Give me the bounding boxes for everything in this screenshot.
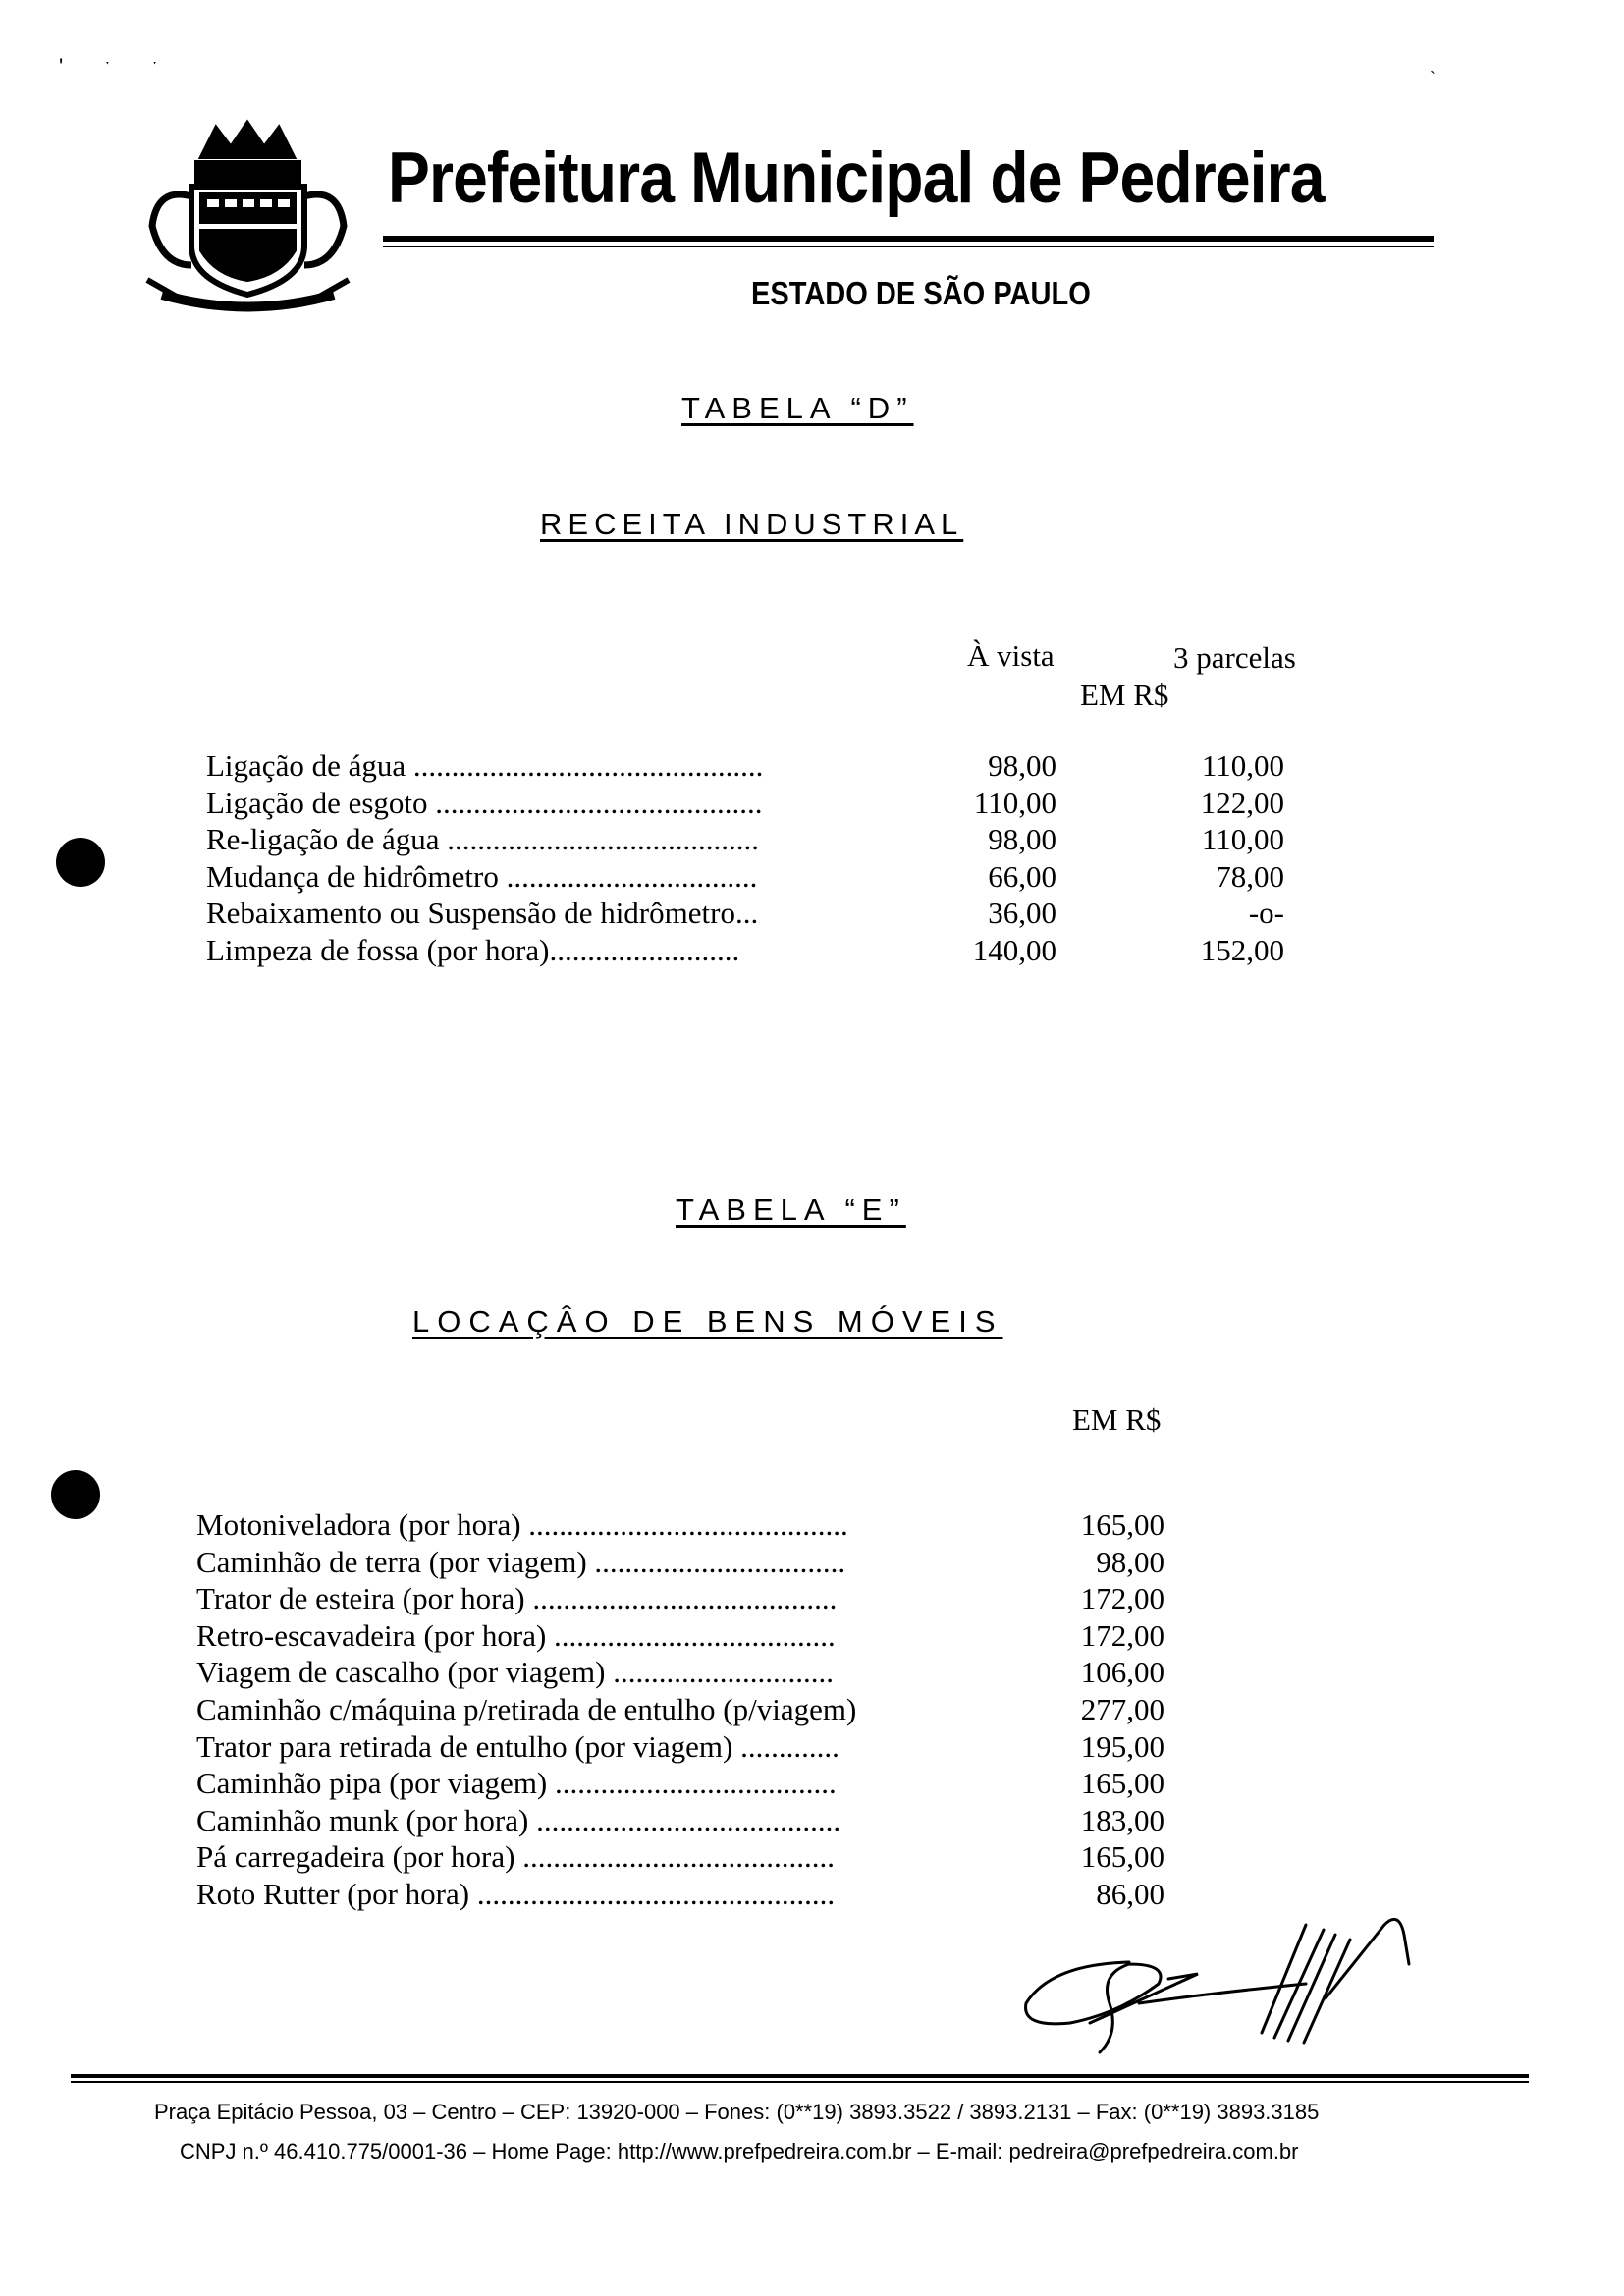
tabela-d-vista-value: 98,00 xyxy=(988,822,1056,856)
tabela-e-row-label: Viagem de cascalho (por viagem) ............................. xyxy=(196,1655,834,1689)
tabela-d-vista-value: 98,00 xyxy=(988,748,1056,783)
header-rule xyxy=(383,236,1434,242)
tabela-e-value: 165,00 xyxy=(1080,1839,1164,1874)
coat-of-arms-logo xyxy=(142,118,353,314)
footer-address: Praça Epitácio Pessoa, 03 – Centro – CEP: 13920-000 – Fones: (0**19) 3893.3522 / 3893.2131 – Fax: (0**19) 3893.3185 xyxy=(154,2100,1320,2124)
tabela-e-row-label: Trator de esteira (por hora) ........................................ xyxy=(196,1581,838,1615)
tabela-e-value: 165,00 xyxy=(1080,1507,1164,1542)
tabela-d-row-label: Ligação de água .............................................. xyxy=(206,748,764,783)
tabela-e-row-label: Caminhão pipa (por viagem) ..................................... xyxy=(196,1766,837,1800)
tabela-e-value: 165,00 xyxy=(1080,1766,1164,1800)
tabela-e-heading: TABELA “E” xyxy=(676,1192,906,1227)
tabela-e-value: 98,00 xyxy=(1096,1545,1164,1579)
tabela-d-subheading: RECEITA INDUSTRIAL xyxy=(540,507,964,541)
tabela-e-row-label: Pá carregadeira (por hora) ......................................... xyxy=(196,1839,835,1874)
page-title: Prefeitura Municipal de Pedreira xyxy=(388,138,1325,218)
header-rule-thin xyxy=(383,246,1434,247)
tabela-d-parcelas-value: 122,00 xyxy=(1200,786,1284,820)
tabela-d-row-label: Re-ligação de água ......................................... xyxy=(206,822,760,856)
col-header-parcelas: 3 parcelas xyxy=(1173,640,1296,675)
scan-specks: ' ˑ ˑ xyxy=(59,54,176,79)
tabela-e-value: 183,00 xyxy=(1080,1803,1164,1837)
tabela-e-value: 172,00 xyxy=(1080,1581,1164,1615)
punch-hole xyxy=(51,1470,100,1519)
tabela-d-heading: TABELA “D” xyxy=(681,391,914,425)
punch-hole xyxy=(56,838,105,887)
tabela-e-value: 86,00 xyxy=(1096,1877,1164,1911)
signature-mark xyxy=(1011,1905,1453,2072)
tabela-d-vista-value: 36,00 xyxy=(988,896,1056,930)
col-header-vista: À vista xyxy=(967,638,1055,673)
tabela-e-row-label: Caminhão c/máquina p/retirada de entulho (p/viagem) xyxy=(196,1692,857,1726)
currency-label-d: EM R$ xyxy=(1080,678,1169,712)
footer-contact: CNPJ n.º 46.410.775/0001-36 – Home Page: http://www.prefpedreira.com.br – E-mail: pedreira@prefpedreira.com.br xyxy=(180,2139,1299,2163)
tabela-d-vista-value: 66,00 xyxy=(988,859,1056,894)
footer-rule-thin xyxy=(71,2081,1529,2083)
tabela-e-row-label: Motoniveladora (por hora) .......................................... xyxy=(196,1507,848,1542)
tabela-e-row-label: Retro-escavadeira (por hora) ..................................... xyxy=(196,1618,836,1653)
tabela-e-row-label: Caminhão de terra (por viagem) ................................. xyxy=(196,1545,846,1579)
tabela-e-value: 106,00 xyxy=(1080,1655,1164,1689)
currency-label-e: EM R$ xyxy=(1072,1402,1162,1437)
tabela-d-parcelas-value: -o- xyxy=(1248,896,1284,930)
tabela-d-row-label: Rebaixamento ou Suspensão de hidrômetro... xyxy=(206,896,759,930)
tabela-e-row-label: Caminhão munk (por hora) ........................................ xyxy=(196,1803,841,1837)
tabela-e-value: 172,00 xyxy=(1080,1618,1164,1653)
tabela-d-row-label: Mudança de hidrômetro ................................. xyxy=(206,859,758,894)
tabela-d-row-label: Limpeza de fossa (por hora)......................... xyxy=(206,933,740,967)
tabela-d-parcelas-value: 110,00 xyxy=(1201,748,1284,783)
scan-speck: ˎ xyxy=(1430,54,1435,74)
tabela-d-row-label: Ligação de esgoto ........................................... xyxy=(206,786,763,820)
state-name: ESTADO DE SÃO PAULO xyxy=(751,275,1091,311)
tabela-d-vista-value: 110,00 xyxy=(973,786,1056,820)
tabela-e-value: 195,00 xyxy=(1080,1729,1164,1764)
tabela-d-parcelas-value: 152,00 xyxy=(1200,933,1284,967)
tabela-e-value: 277,00 xyxy=(1080,1692,1164,1726)
tabela-e-subheading: LOCAÇÂO DE BENS MÓVEIS xyxy=(412,1304,1003,1339)
footer-rule xyxy=(71,2074,1529,2078)
tabela-e-row-label: Roto Rutter (por hora) ............................................... xyxy=(196,1877,836,1911)
tabela-d-vista-value: 140,00 xyxy=(972,933,1056,967)
tabela-d-parcelas-value: 78,00 xyxy=(1216,859,1284,894)
tabela-e-row-label: Trator para retirada de entulho (por viagem) ............. xyxy=(196,1729,839,1764)
tabela-d-parcelas-value: 110,00 xyxy=(1201,822,1284,856)
